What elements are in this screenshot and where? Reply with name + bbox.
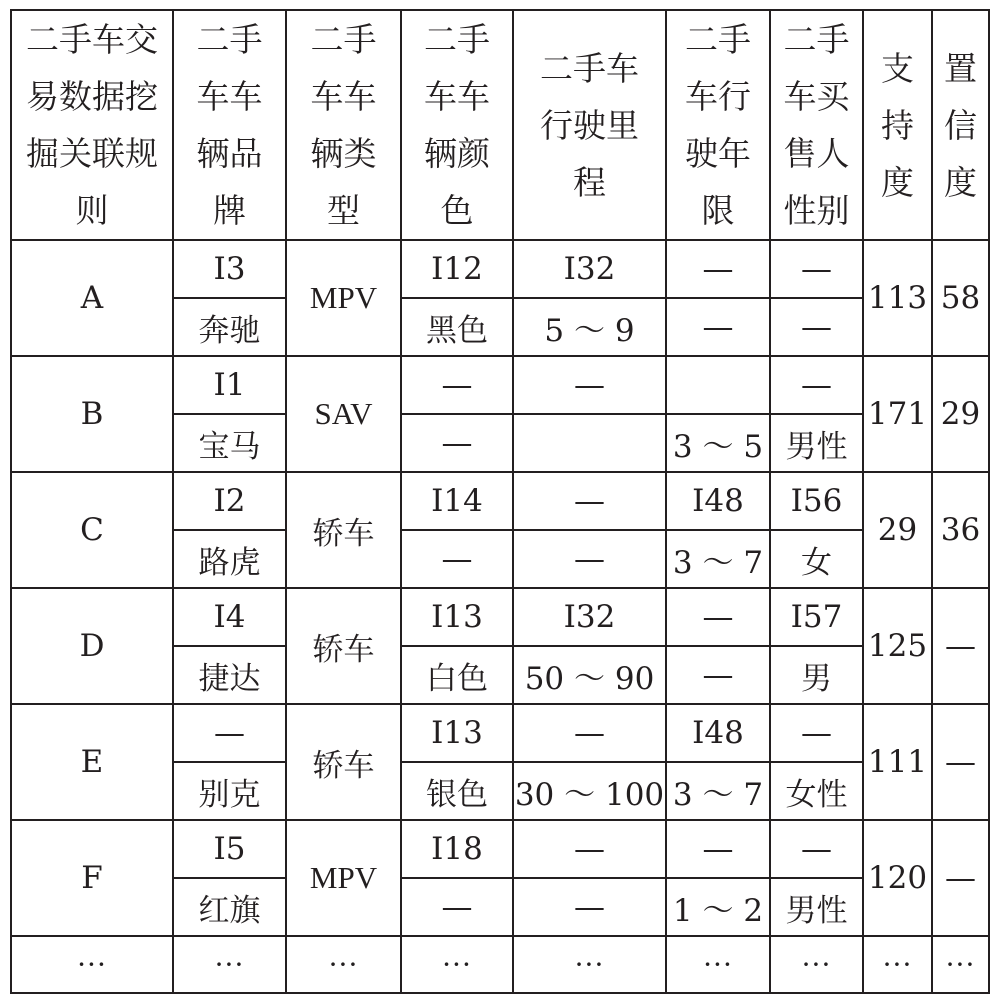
- table-row: [11, 704, 989, 762]
- mileage-code-cell: I32: [513, 588, 666, 646]
- years-cell: 3 ～ 7: [666, 530, 770, 588]
- mileage-code-cell: —: [513, 704, 666, 762]
- years-code-cell: —: [666, 588, 770, 646]
- ellipsis-cell: ···: [666, 936, 770, 993]
- header-line: 持: [881, 105, 914, 145]
- confidence-cell: 36: [932, 472, 989, 588]
- mileage-cell: 5 ～ 9: [513, 298, 666, 356]
- vehicle-type-cell: MPV: [286, 820, 401, 936]
- brand-code-cell: —: [173, 704, 286, 762]
- color-code-cell: I14: [401, 472, 513, 530]
- confidence-cell: 29: [932, 356, 989, 472]
- header-line: 二手: [424, 20, 490, 59]
- header-color: [401, 10, 513, 240]
- header-line: 驶年: [685, 134, 751, 173]
- brand-code-cell: I1: [173, 356, 286, 414]
- header-line: 辆颜: [424, 134, 490, 173]
- table-row: [11, 472, 989, 530]
- ellipsis-cell: ···: [863, 936, 932, 993]
- mileage-cell: 50 ～ 90: [513, 646, 666, 704]
- ellipsis-cell: ···: [513, 936, 666, 993]
- rule-id-cell: D: [11, 588, 173, 704]
- header-line: 行驶里: [540, 105, 639, 145]
- brand-code-cell: I5: [173, 820, 286, 878]
- gender-cell: —: [770, 298, 863, 356]
- color-cell: 银色: [401, 762, 513, 820]
- mileage-cell: [513, 414, 666, 472]
- brand-cell: 奔驰: [173, 298, 286, 356]
- ellipsis-cell: ···: [286, 936, 401, 993]
- ellipsis-row: [11, 936, 989, 993]
- years-cell: 1 ～ 2: [666, 878, 770, 936]
- mileage-code-cell: —: [513, 356, 666, 414]
- gender-code-cell: I56: [770, 472, 863, 530]
- rule-id-cell: E: [11, 704, 173, 820]
- header-confidence: [932, 10, 989, 240]
- header-line: 型: [327, 191, 360, 230]
- header-line: 二手车: [540, 48, 639, 88]
- years-code-cell: —: [666, 820, 770, 878]
- confidence-cell: —: [932, 704, 989, 820]
- gender-code-cell: —: [770, 704, 863, 762]
- years-cell: —: [666, 646, 770, 704]
- support-cell: 125: [863, 588, 932, 704]
- support-cell: 171: [863, 356, 932, 472]
- ellipsis-cell: ···: [401, 936, 513, 993]
- confidence-cell: 58: [932, 240, 989, 356]
- header-row: [11, 10, 989, 240]
- mileage-cell: —: [513, 530, 666, 588]
- table-row: [11, 356, 989, 414]
- years-code-cell: [666, 356, 770, 414]
- support-cell: 120: [863, 820, 932, 936]
- header-line: 易数据挖: [26, 77, 158, 116]
- brand-cell: 红旗: [173, 878, 286, 936]
- color-code-cell: —: [401, 356, 513, 414]
- brand-code-cell: I2: [173, 472, 286, 530]
- header-line: 辆类: [310, 134, 377, 173]
- gender-code-cell: I57: [770, 588, 863, 646]
- header-line: 二手: [783, 20, 850, 59]
- header-line: 二手: [196, 20, 263, 59]
- header-years: [666, 10, 770, 240]
- vehicle-type-cell: 轿车: [286, 588, 401, 704]
- gender-cell: 女性: [770, 762, 863, 820]
- gender-code-cell: —: [770, 240, 863, 298]
- support-cell: 29: [863, 472, 932, 588]
- header-line: 二手: [310, 20, 377, 59]
- mileage-cell: —: [513, 878, 666, 936]
- header-line: 限: [701, 191, 735, 230]
- mileage-code-cell: —: [513, 472, 666, 530]
- color-code-cell: I13: [401, 588, 513, 646]
- header-type: [286, 10, 401, 240]
- header-support: [863, 10, 932, 240]
- rule-id-cell: F: [11, 820, 173, 936]
- ellipsis-cell: ···: [173, 936, 286, 993]
- header-line: 支: [881, 48, 914, 88]
- rule-id-cell: A: [11, 240, 173, 356]
- header-line: 车行: [685, 77, 751, 116]
- rule-id-cell: C: [11, 472, 173, 588]
- header-line: 车车: [310, 77, 377, 116]
- brand-cell: 别克: [173, 762, 286, 820]
- header-rule: [11, 10, 173, 240]
- vehicle-type-cell: MPV: [286, 240, 401, 356]
- gender-cell: 男性: [770, 414, 863, 472]
- header-line: 性别: [783, 191, 850, 230]
- header-line: 售人: [783, 134, 850, 173]
- color-cell: —: [401, 878, 513, 936]
- brand-cell: 路虎: [173, 530, 286, 588]
- gender-code-cell: —: [770, 820, 863, 878]
- gender-code-cell: —: [770, 356, 863, 414]
- association-rules-table: [10, 9, 990, 994]
- support-cell: 113: [863, 240, 932, 356]
- header-gender: [770, 10, 863, 240]
- table-row: [11, 240, 989, 298]
- header-line: 信: [944, 105, 977, 145]
- header-brand: [173, 10, 286, 240]
- mileage-code-cell: —: [513, 820, 666, 878]
- header-line: 牌: [213, 191, 246, 230]
- ellipsis-cell: ···: [932, 936, 989, 993]
- mileage-cell: 30 ～ 100: [513, 762, 666, 820]
- gender-cell: 男性: [770, 878, 863, 936]
- table-row: [11, 820, 989, 878]
- header-line: 车买: [783, 77, 850, 116]
- confidence-cell: —: [932, 588, 989, 704]
- years-cell: 3 ～ 5: [666, 414, 770, 472]
- header-line: 度: [881, 162, 914, 202]
- header-line: 二手车交: [26, 20, 158, 59]
- brand-code-cell: I4: [173, 588, 286, 646]
- gender-cell: 女: [770, 530, 863, 588]
- table-body: [11, 240, 989, 993]
- header-line: 度: [944, 162, 977, 202]
- vehicle-type-cell: 轿车: [286, 472, 401, 588]
- color-cell: 白色: [401, 646, 513, 704]
- color-cell: 黑色: [401, 298, 513, 356]
- years-cell: —: [666, 298, 770, 356]
- years-code-cell: I48: [666, 472, 770, 530]
- header-line: 色: [440, 191, 474, 230]
- vehicle-type-cell: 轿车: [286, 704, 401, 820]
- header-line: 车车: [424, 77, 490, 116]
- ellipsis-cell: ···: [770, 936, 863, 993]
- confidence-cell: —: [932, 820, 989, 936]
- header-line: 辆品: [196, 134, 263, 173]
- color-cell: —: [401, 414, 513, 472]
- years-code-cell: —: [666, 240, 770, 298]
- support-cell: 111: [863, 704, 932, 820]
- color-code-cell: I12: [401, 240, 513, 298]
- header-line: 置: [944, 48, 977, 88]
- header-line: 程: [573, 162, 606, 202]
- table-row: [11, 588, 989, 646]
- header-line: 车车: [196, 77, 263, 116]
- header-line: 则: [75, 191, 109, 230]
- brand-cell: 捷达: [173, 646, 286, 704]
- vehicle-type-cell: SAV: [286, 356, 401, 472]
- header-line: 二手: [685, 20, 751, 59]
- brand-code-cell: I3: [173, 240, 286, 298]
- color-cell: —: [401, 530, 513, 588]
- header-line: 掘关联规: [26, 134, 158, 173]
- years-cell: 3 ～ 7: [666, 762, 770, 820]
- gender-cell: 男: [770, 646, 863, 704]
- mileage-code-cell: I32: [513, 240, 666, 298]
- header-mileage: [513, 10, 666, 240]
- color-code-cell: I13: [401, 704, 513, 762]
- rule-id-cell: B: [11, 356, 173, 472]
- brand-cell: 宝马: [173, 414, 286, 472]
- ellipsis-cell: ···: [11, 936, 173, 993]
- years-code-cell: I48: [666, 704, 770, 762]
- color-code-cell: I18: [401, 820, 513, 878]
